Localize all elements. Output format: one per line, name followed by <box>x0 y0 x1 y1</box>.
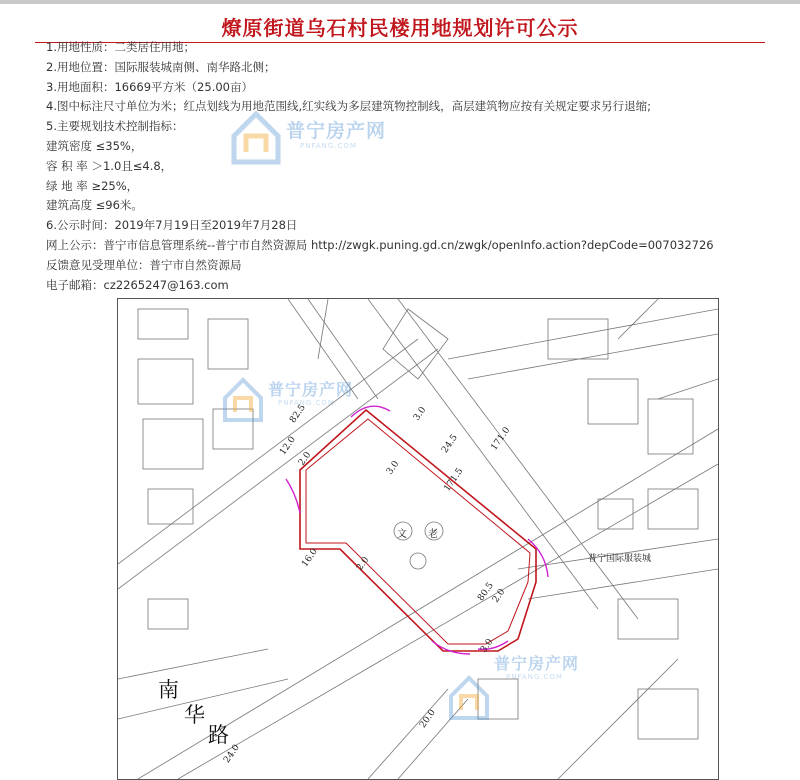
dimension-label: 20.0 <box>418 707 438 731</box>
dimension-label: 2.0 <box>490 587 508 605</box>
place-label: 普宁国际服装城 <box>588 554 652 564</box>
page-title: 燎原街道乌石村民楼用地规划许可公示 <box>221 16 579 40</box>
notice-line: 建筑高度 ≤96米。 <box>46 198 143 213</box>
dimension-label: 3.0 <box>384 459 402 477</box>
dimension-label: 16.0 <box>300 546 320 570</box>
notice-line: 反馈意见受理单位：普宁市自然资源局 <box>46 257 242 272</box>
site-plan-map <box>117 298 719 780</box>
dimension-label: 171.0 <box>489 425 513 453</box>
notice-line-email[interactable]: 电子邮箱：cz2265247@163.com <box>46 277 229 292</box>
notice-line: 容 积 率 ＞1.0且≤4.8， <box>46 158 173 173</box>
map-symbol-label: 老 <box>428 529 438 540</box>
road-name-char: 南 <box>158 678 179 702</box>
notice-line-url[interactable]: 网上公示：普宁市信息管理系统--普宁市自然资源局 http://zwgk.puning.gd.cn/zwgk/openInfo.action?depCode=007032726 <box>46 237 714 252</box>
dimension-label: 24.5 <box>440 432 460 456</box>
watermark-logo-icon <box>228 106 284 168</box>
dimension-label: 2.0 <box>354 555 372 573</box>
dimension-label: 3.0 <box>411 405 429 423</box>
road-name-char: 路 <box>208 723 229 747</box>
map-symbol-label: 文 <box>397 529 407 540</box>
watermark-subtext: PNFANG.COM <box>278 399 335 407</box>
watermark-logo-icon <box>220 373 266 425</box>
watermark-logo-icon <box>446 671 492 723</box>
watermark-text: 普宁房产网 <box>286 120 387 142</box>
dimension-label: 3.0 <box>478 637 496 655</box>
notice-line: 3.用地面积：16669平方米（25.00亩） <box>46 79 253 94</box>
dimension-label: 24.0 <box>222 742 242 766</box>
watermark-subtext: PNFANG.COM <box>300 142 357 150</box>
notice-text-block <box>46 38 714 295</box>
top-bar <box>0 0 800 4</box>
dimension-label: 171.5 <box>442 466 466 494</box>
watermark-subtext: PNFANG.COM <box>506 673 563 681</box>
watermark-text: 普宁房产网 <box>268 380 354 399</box>
notice-line: 6.公示时间：2019年7月19日至2019年7月28日 <box>46 218 298 233</box>
dimension-label: 80.5 <box>476 580 496 604</box>
dimension-label: 2.0 <box>296 450 314 468</box>
notice-line: 绿 地 率 ≥25%， <box>46 178 139 193</box>
notice-line: 5.主要规划技术控制指标： <box>46 119 184 134</box>
notice-line: 2.用地位置：国际服装城南侧、南华路北侧； <box>46 59 276 74</box>
road-name-char: 华 <box>184 703 205 727</box>
site-plan-drawing <box>118 299 718 779</box>
dimension-label: 12.0 <box>278 434 298 458</box>
notice-line: 4.图中标注尺寸单位为米；红点划线为用地范围线,红实线为多层建筑物控制线，高层建筑物应按有关规定要求另行退缩; <box>46 99 651 114</box>
dimension-label: 82.5 <box>288 402 308 426</box>
notice-line: 建筑密度 ≤35%， <box>46 138 143 153</box>
watermark-text: 普宁房产网 <box>494 654 580 673</box>
notice-line: 1.用地性质：二类居住用地； <box>46 40 195 54</box>
